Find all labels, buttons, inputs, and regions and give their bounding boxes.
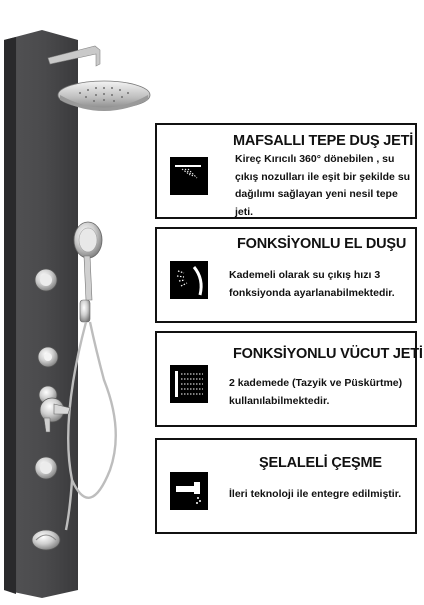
feature-description: İleri teknoloji ile entegre edilmiştir. (229, 488, 402, 500)
feature-description: 2 kademede (Tazyik ve Püskürtme) kullanılabilmektedir. (229, 377, 403, 407)
hand-shower-icon (170, 261, 208, 299)
feature-body-jet (155, 331, 423, 427)
feature-title: MAFSALLI TEPE DUŞ JETİ (233, 133, 414, 149)
waterfall-faucet-icon (170, 472, 208, 510)
body-jet-icon (170, 365, 208, 403)
feature-description: Kireç Kırıcılı 360° dönebilen , su çıkış nozulları ile eşit bir şekilde su dağılımı sağlayan yeni nesil tepe jeti. (235, 153, 411, 218)
feature-hand-shower (155, 227, 417, 323)
shower-panel-image (0, 0, 160, 600)
shower-panel-illustration (0, 0, 160, 600)
feature-description: Kademeli olarak su çıkış hızı 3 fonksiyonda ayarlanabilmektedir. (229, 269, 395, 299)
feature-title: FONKSİYONLU VÜCUT JETİ (233, 346, 423, 362)
feature-overhead-jet (155, 123, 417, 219)
feature-title: ŞELALELİ ÇEŞME (259, 455, 382, 471)
feature-waterfall-faucet (155, 438, 417, 534)
feature-title: FONKSİYONLU EL DUŞU (237, 236, 407, 252)
overhead-jet-icon (170, 157, 208, 195)
